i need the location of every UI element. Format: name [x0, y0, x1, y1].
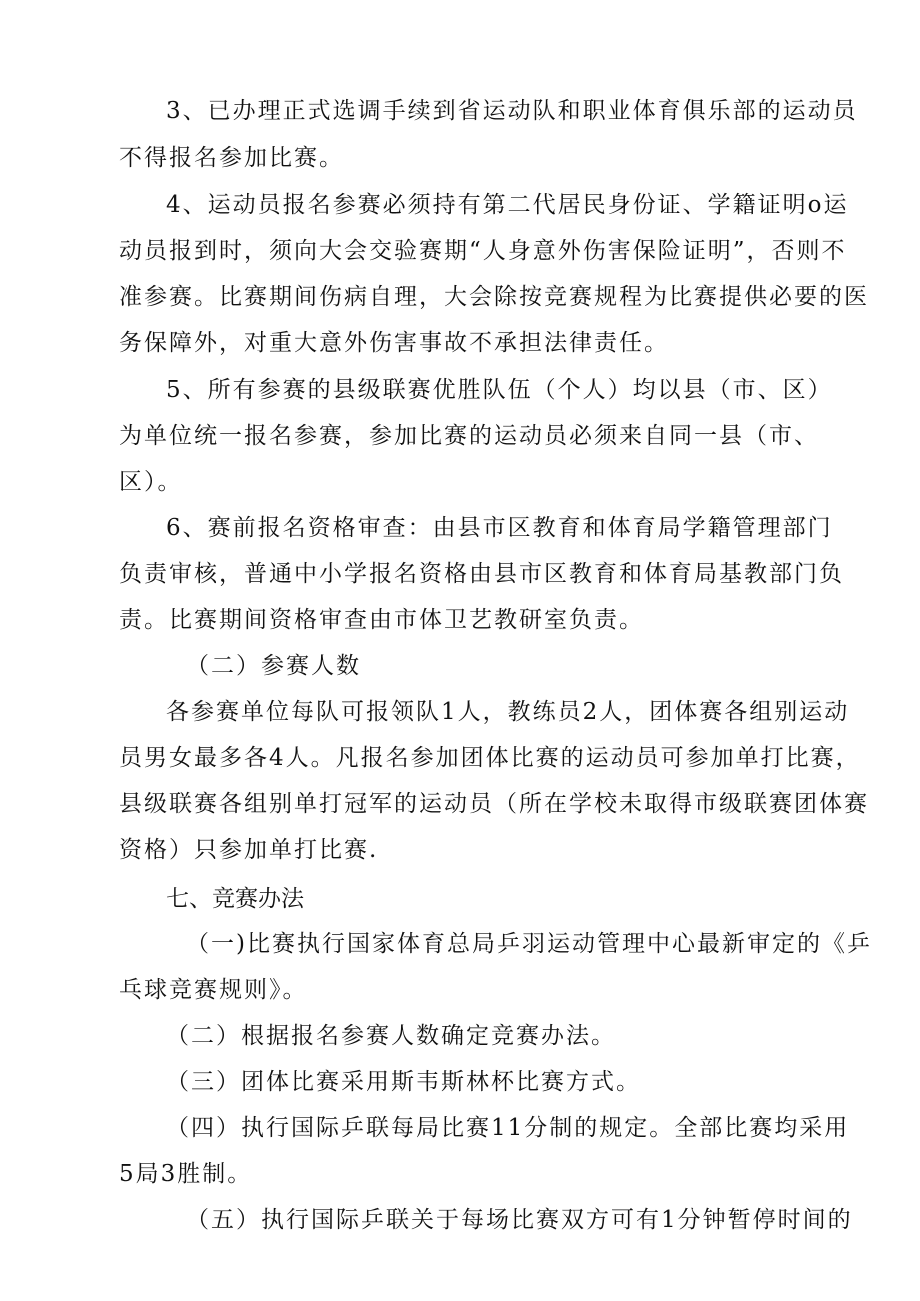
subsection-title-participants: （二）参赛人数 — [186, 653, 361, 679]
section-7-heading: 七、竞赛办法 — [166, 886, 304, 912]
para-6-line-1: 6、赛前报名资格审查：由县市区教育和体育局学籍管理部门 — [166, 515, 833, 541]
para-5-line-2: 为单位统一报名参赛，参加比赛的运动员必须来自同一县（市、 — [119, 423, 819, 449]
rules-5-line-1: （五）执行国际乒联关于每场比赛双方可有1分钟暂停时间的 — [186, 1207, 853, 1233]
rules-1-line-1: （一)比赛执行国家体育总局乒羽运动管理中心最新审定的《乒 — [186, 931, 872, 957]
para-5-line-3: 区）。 — [119, 469, 183, 495]
para-4-line-4: 务保障外，对重大意外伤害事故不承担法律责任。 — [119, 330, 669, 356]
para-6-line-3: 责。比赛期间资格审查由市体卫艺教研室负责。 — [119, 607, 644, 633]
para-5-line-1: 5、所有参赛的县级联赛优胜队伍（个人）均以县（市、区） — [166, 377, 833, 403]
participants-line-3: 县级联赛各组别单打冠军的运动员（所在学校未取得市级联赛团体赛 — [119, 791, 869, 817]
rules-2-line: （二）根据报名参赛人数确定竞赛办法。 — [166, 1023, 616, 1049]
para-4-line-1: 4、运动员报名参赛必须持有第二代居民身份证、学籍证明o运 — [166, 192, 849, 218]
participants-line-2: 员男女最多各4人。凡报名参加团体比赛的运动员可参加单打比赛， — [119, 745, 861, 771]
para-6-line-2: 负责审核，普通中小学报名资格由县市区教育和体育局基教部门负 — [119, 561, 844, 587]
para-4-line-2: 动员报到时，须向大会交验赛期“人身意外伤害保险证明”，否则不 — [119, 238, 847, 264]
participants-line-4: 资格）只参加单打比赛. — [119, 837, 379, 863]
para-3-line-2: 不得报名参加比赛。 — [119, 145, 344, 171]
rules-3-line: （三）团体比赛采用斯韦斯林杯比赛方式。 — [166, 1069, 641, 1095]
rules-4-line-2: 5局3胜制。 — [119, 1161, 253, 1187]
rules-4-line-1: （四）执行国际乒联每局比赛11分制的规定。全部比赛均采用 — [166, 1115, 850, 1141]
para-3-line-1: 3、已办理正式选调手续到省运动队和职业体育俱乐部的运动员 — [166, 98, 858, 124]
participants-line-1: 各参赛单位每队可报领队1人，教练员2人，团体赛各组别运动 — [166, 699, 850, 725]
rules-1-line-2: 乓球竞赛规则》。 — [119, 977, 308, 1003]
para-4-line-3: 准参赛。比赛期间伤病自理，大会除按竞赛规程为比赛提供必要的医 — [119, 284, 869, 310]
